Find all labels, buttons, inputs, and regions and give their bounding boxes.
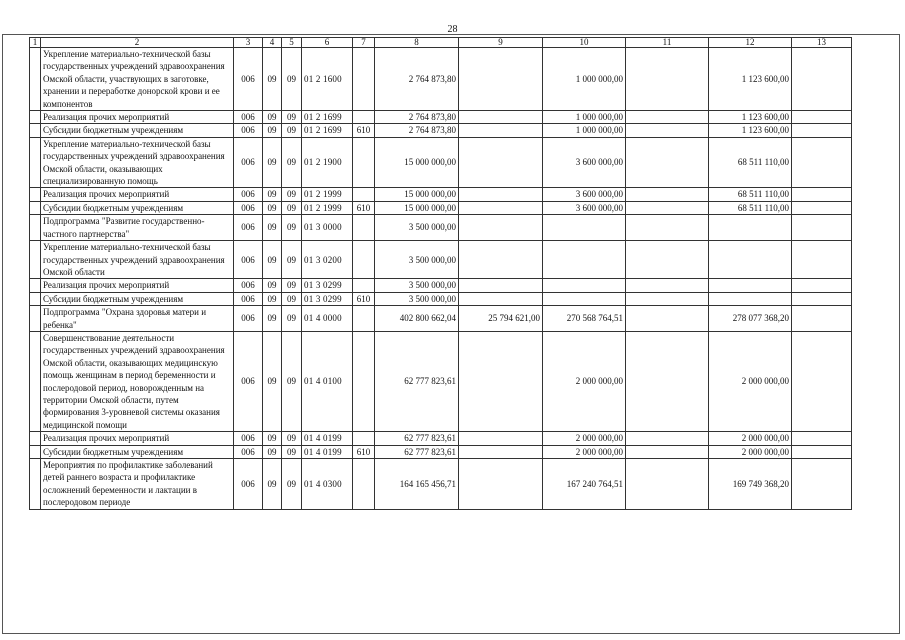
page-number: 28 [447, 24, 458, 35]
subsection-code-cell: 09 [282, 48, 302, 111]
amount-col10-cell [543, 279, 626, 292]
amount-col9-cell [459, 124, 543, 137]
row-name-cell: Реализация прочих мероприятий [41, 432, 234, 445]
section-code-cell: 09 [263, 137, 282, 188]
row-number-cell [30, 215, 41, 241]
section-code-cell: 09 [263, 306, 282, 332]
amount-col9-cell [459, 432, 543, 445]
amount-col10-cell [543, 241, 626, 279]
amount-col11-cell [626, 111, 709, 124]
table-row [30, 432, 852, 445]
target-article-cell: 01 2 1699 [302, 124, 353, 137]
amount-col11-cell [626, 124, 709, 137]
row-name-cell: Субсидии бюджетным учреждениям [41, 201, 234, 214]
amount-col10-cell: 1 000 000,00 [543, 111, 626, 124]
amount-col13-cell [792, 241, 852, 279]
amount-col8-cell: 164 165 456,71 [375, 459, 459, 510]
amount-col8-cell: 3 500 000,00 [375, 292, 459, 305]
amount-col11-cell [626, 459, 709, 510]
admin-code-cell: 006 [234, 432, 263, 445]
subsection-code-cell: 09 [282, 331, 302, 431]
column-header: 2 [41, 38, 234, 48]
expense-type-cell [353, 331, 375, 431]
amount-col9-cell: 25 794 621,00 [459, 306, 543, 332]
amount-col9-cell [459, 331, 543, 431]
admin-code-cell: 006 [234, 241, 263, 279]
table-row [30, 48, 852, 111]
amount-col13-cell [792, 331, 852, 431]
row-number-cell [30, 331, 41, 431]
target-article-cell: 01 4 0199 [302, 445, 353, 458]
amount-col12-cell: 2 000 000,00 [709, 432, 792, 445]
amount-col8-cell: 3 500 000,00 [375, 279, 459, 292]
admin-code-cell: 006 [234, 292, 263, 305]
admin-code-cell: 006 [234, 201, 263, 214]
row-number-cell [30, 459, 41, 510]
amount-col8-cell: 15 000 000,00 [375, 201, 459, 214]
subsection-code-cell: 09 [282, 306, 302, 332]
row-name-cell: Субсидии бюджетным учреждениям [41, 445, 234, 458]
target-article-cell: 01 4 0000 [302, 306, 353, 332]
amount-col8-cell: 402 800 662,04 [375, 306, 459, 332]
expense-type-cell [353, 137, 375, 188]
amount-col13-cell [792, 188, 852, 201]
row-number-cell [30, 292, 41, 305]
target-article-cell: 01 2 1999 [302, 201, 353, 214]
target-article-cell: 01 4 0199 [302, 432, 353, 445]
amount-col11-cell [626, 201, 709, 214]
amount-col10-cell: 167 240 764,51 [543, 459, 626, 510]
subsection-code-cell: 09 [282, 124, 302, 137]
amount-col10-cell: 2 000 000,00 [543, 445, 626, 458]
row-number-cell [30, 201, 41, 214]
amount-col13-cell [792, 445, 852, 458]
budget-table [29, 37, 852, 510]
target-article-cell: 01 4 0300 [302, 459, 353, 510]
amount-col9-cell [459, 137, 543, 188]
target-article-cell: 01 3 0000 [302, 215, 353, 241]
amount-col13-cell [792, 459, 852, 510]
table-row [30, 459, 852, 510]
amount-col13-cell [792, 111, 852, 124]
table-row [30, 331, 852, 431]
column-header: 9 [459, 38, 543, 48]
amount-col11-cell [626, 48, 709, 111]
admin-code-cell: 006 [234, 111, 263, 124]
subsection-code-cell: 09 [282, 111, 302, 124]
admin-code-cell: 006 [234, 445, 263, 458]
amount-col11-cell [626, 241, 709, 279]
amount-col12-cell [709, 292, 792, 305]
amount-col8-cell: 62 777 823,61 [375, 432, 459, 445]
amount-col10-cell: 2 000 000,00 [543, 331, 626, 431]
section-code-cell: 09 [263, 432, 282, 445]
column-header: 11 [626, 38, 709, 48]
target-article-cell: 01 3 0200 [302, 241, 353, 279]
row-name-cell: Мероприятия по профилактике заболеваний детей раннего возраста и профилактике осложнений беременности и лактации в послеродовом периоде [41, 459, 234, 510]
section-code-cell: 09 [263, 279, 282, 292]
row-number-cell [30, 124, 41, 137]
amount-col12-cell [709, 279, 792, 292]
amount-col12-cell: 68 511 110,00 [709, 201, 792, 214]
table-row [30, 279, 852, 292]
amount-col11-cell [626, 188, 709, 201]
table-row [30, 201, 852, 214]
table-row [30, 111, 852, 124]
amount-col9-cell [459, 201, 543, 214]
expense-type-cell [353, 279, 375, 292]
row-name-cell: Реализация прочих мероприятий [41, 188, 234, 201]
amount-col13-cell [792, 124, 852, 137]
table-row [30, 137, 852, 188]
amount-col11-cell [626, 279, 709, 292]
amount-col11-cell [626, 292, 709, 305]
row-name-cell: Реализация прочих мероприятий [41, 111, 234, 124]
expense-type-cell [353, 111, 375, 124]
amount-col11-cell [626, 137, 709, 188]
amount-col9-cell [459, 188, 543, 201]
target-article-cell: 01 4 0100 [302, 331, 353, 431]
target-article-cell: 01 2 1600 [302, 48, 353, 111]
amount-col12-cell: 278 077 368,20 [709, 306, 792, 332]
row-number-cell [30, 279, 41, 292]
admin-code-cell: 006 [234, 188, 263, 201]
amount-col13-cell [792, 48, 852, 111]
admin-code-cell: 006 [234, 331, 263, 431]
section-code-cell: 09 [263, 215, 282, 241]
expense-type-cell [353, 215, 375, 241]
admin-code-cell: 006 [234, 48, 263, 111]
section-code-cell: 09 [263, 201, 282, 214]
table-row [30, 124, 852, 137]
amount-col10-cell: 3 600 000,00 [543, 188, 626, 201]
amount-col13-cell [792, 292, 852, 305]
subsection-code-cell: 09 [282, 459, 302, 510]
expense-type-cell [353, 432, 375, 445]
row-number-cell [30, 111, 41, 124]
subsection-code-cell: 09 [282, 215, 302, 241]
amount-col11-cell [626, 331, 709, 431]
section-code-cell: 09 [263, 331, 282, 431]
amount-col13-cell [792, 201, 852, 214]
row-name-cell: Реализация прочих мероприятий [41, 279, 234, 292]
target-article-cell: 01 2 1900 [302, 137, 353, 188]
amount-col9-cell [459, 111, 543, 124]
section-code-cell: 09 [263, 124, 282, 137]
expense-type-cell: 610 [353, 124, 375, 137]
amount-col12-cell: 1 123 600,00 [709, 48, 792, 111]
amount-col13-cell [792, 432, 852, 445]
row-number-cell [30, 241, 41, 279]
section-code-cell: 09 [263, 459, 282, 510]
target-article-cell: 01 2 1999 [302, 188, 353, 201]
column-header: 13 [792, 38, 852, 48]
amount-col10-cell: 3 600 000,00 [543, 137, 626, 188]
expense-type-cell: 610 [353, 292, 375, 305]
amount-col10-cell: 1 000 000,00 [543, 124, 626, 137]
admin-code-cell: 006 [234, 215, 263, 241]
amount-col9-cell [459, 445, 543, 458]
expense-type-cell [353, 306, 375, 332]
section-code-cell: 09 [263, 48, 282, 111]
section-code-cell: 09 [263, 445, 282, 458]
amount-col9-cell [459, 48, 543, 111]
row-name-cell: Подпрограмма "Охрана здоровья матери и ребенка" [41, 306, 234, 332]
subsection-code-cell: 09 [282, 201, 302, 214]
column-header: 6 [302, 38, 353, 48]
amount-col8-cell: 62 777 823,61 [375, 331, 459, 431]
column-header: 5 [282, 38, 302, 48]
amount-col9-cell [459, 279, 543, 292]
expense-type-cell [353, 188, 375, 201]
table-row [30, 215, 852, 241]
amount-col9-cell [459, 459, 543, 510]
row-name-cell: Субсидии бюджетным учреждениям [41, 124, 234, 137]
amount-col10-cell: 1 000 000,00 [543, 48, 626, 111]
amount-col9-cell [459, 215, 543, 241]
expense-type-cell [353, 459, 375, 510]
row-name-cell: Субсидии бюджетным учреждениям [41, 292, 234, 305]
amount-col8-cell: 3 500 000,00 [375, 241, 459, 279]
amount-col10-cell [543, 215, 626, 241]
column-header: 8 [375, 38, 459, 48]
row-name-cell: Совершенствование деятельности государственных учреждений здравоохранения Омской области, оказывающих медицинскую помощь женщинам в период беременности и послеродовой период, новорожденным на территории Омской области, путем формирования 3-уровневой системы оказания медицинской помощи [41, 331, 234, 431]
table-row [30, 445, 852, 458]
row-number-cell [30, 445, 41, 458]
subsection-code-cell: 09 [282, 432, 302, 445]
table-row [30, 306, 852, 332]
row-number-cell [30, 306, 41, 332]
amount-col10-cell: 2 000 000,00 [543, 432, 626, 445]
row-name-cell: Укрепление материально-технической базы государственных учреждений здравоохранения Омской области [41, 241, 234, 279]
section-code-cell: 09 [263, 292, 282, 305]
amount-col8-cell: 2 764 873,80 [375, 48, 459, 111]
amount-col10-cell: 3 600 000,00 [543, 201, 626, 214]
amount-col8-cell: 2 764 873,80 [375, 111, 459, 124]
subsection-code-cell: 09 [282, 292, 302, 305]
amount-col12-cell [709, 241, 792, 279]
row-number-cell [30, 48, 41, 111]
subsection-code-cell: 09 [282, 137, 302, 188]
subsection-code-cell: 09 [282, 241, 302, 279]
admin-code-cell: 006 [234, 124, 263, 137]
amount-col8-cell: 3 500 000,00 [375, 215, 459, 241]
column-header: 1 [30, 38, 41, 48]
amount-col9-cell [459, 292, 543, 305]
admin-code-cell: 006 [234, 306, 263, 332]
amount-col12-cell: 2 000 000,00 [709, 331, 792, 431]
column-number-row [30, 38, 852, 48]
row-number-cell [30, 432, 41, 445]
amount-col12-cell: 1 123 600,00 [709, 111, 792, 124]
column-header: 10 [543, 38, 626, 48]
admin-code-cell: 006 [234, 279, 263, 292]
amount-col13-cell [792, 306, 852, 332]
row-number-cell [30, 137, 41, 188]
subsection-code-cell: 09 [282, 188, 302, 201]
table-row [30, 188, 852, 201]
table-row [30, 241, 852, 279]
row-name-cell: Укрепление материально-технической базы государственных учреждений здравоохранения Омской области, оказывающих специализированную помощь [41, 137, 234, 188]
amount-col10-cell: 270 568 764,51 [543, 306, 626, 332]
target-article-cell: 01 2 1699 [302, 111, 353, 124]
amount-col8-cell: 15 000 000,00 [375, 188, 459, 201]
amount-col9-cell [459, 241, 543, 279]
amount-col12-cell: 169 749 368,20 [709, 459, 792, 510]
amount-col11-cell [626, 215, 709, 241]
column-header: 12 [709, 38, 792, 48]
expense-type-cell: 610 [353, 445, 375, 458]
target-article-cell: 01 3 0299 [302, 292, 353, 305]
admin-code-cell: 006 [234, 137, 263, 188]
subsection-code-cell: 09 [282, 445, 302, 458]
amount-col8-cell: 15 000 000,00 [375, 137, 459, 188]
admin-code-cell: 006 [234, 459, 263, 510]
row-name-cell: Укрепление материально-технической базы государственных учреждений здравоохранения Омской области, участвующих в заготовке, хранении и переработке донорской крови и ее компонентов [41, 48, 234, 111]
amount-col12-cell: 2 000 000,00 [709, 445, 792, 458]
row-name-cell: Подпрограмма "Развитие государственно-частного партнерства" [41, 215, 234, 241]
amount-col11-cell [626, 432, 709, 445]
expense-type-cell: 610 [353, 201, 375, 214]
amount-col8-cell: 2 764 873,80 [375, 124, 459, 137]
amount-col11-cell [626, 306, 709, 332]
row-number-cell [30, 188, 41, 201]
column-header: 4 [263, 38, 282, 48]
expense-type-cell [353, 48, 375, 111]
amount-col13-cell [792, 137, 852, 188]
amount-col10-cell [543, 292, 626, 305]
amount-col12-cell: 1 123 600,00 [709, 124, 792, 137]
section-code-cell: 09 [263, 241, 282, 279]
table-row [30, 292, 852, 305]
column-header: 7 [353, 38, 375, 48]
section-code-cell: 09 [263, 111, 282, 124]
amount-col8-cell: 62 777 823,61 [375, 445, 459, 458]
amount-col13-cell [792, 215, 852, 241]
expense-type-cell [353, 241, 375, 279]
amount-col12-cell: 68 511 110,00 [709, 188, 792, 201]
amount-col13-cell [792, 279, 852, 292]
column-header: 3 [234, 38, 263, 48]
subsection-code-cell: 09 [282, 279, 302, 292]
amount-col12-cell: 68 511 110,00 [709, 137, 792, 188]
amount-col11-cell [626, 445, 709, 458]
amount-col12-cell [709, 215, 792, 241]
target-article-cell: 01 3 0299 [302, 279, 353, 292]
section-code-cell: 09 [263, 188, 282, 201]
